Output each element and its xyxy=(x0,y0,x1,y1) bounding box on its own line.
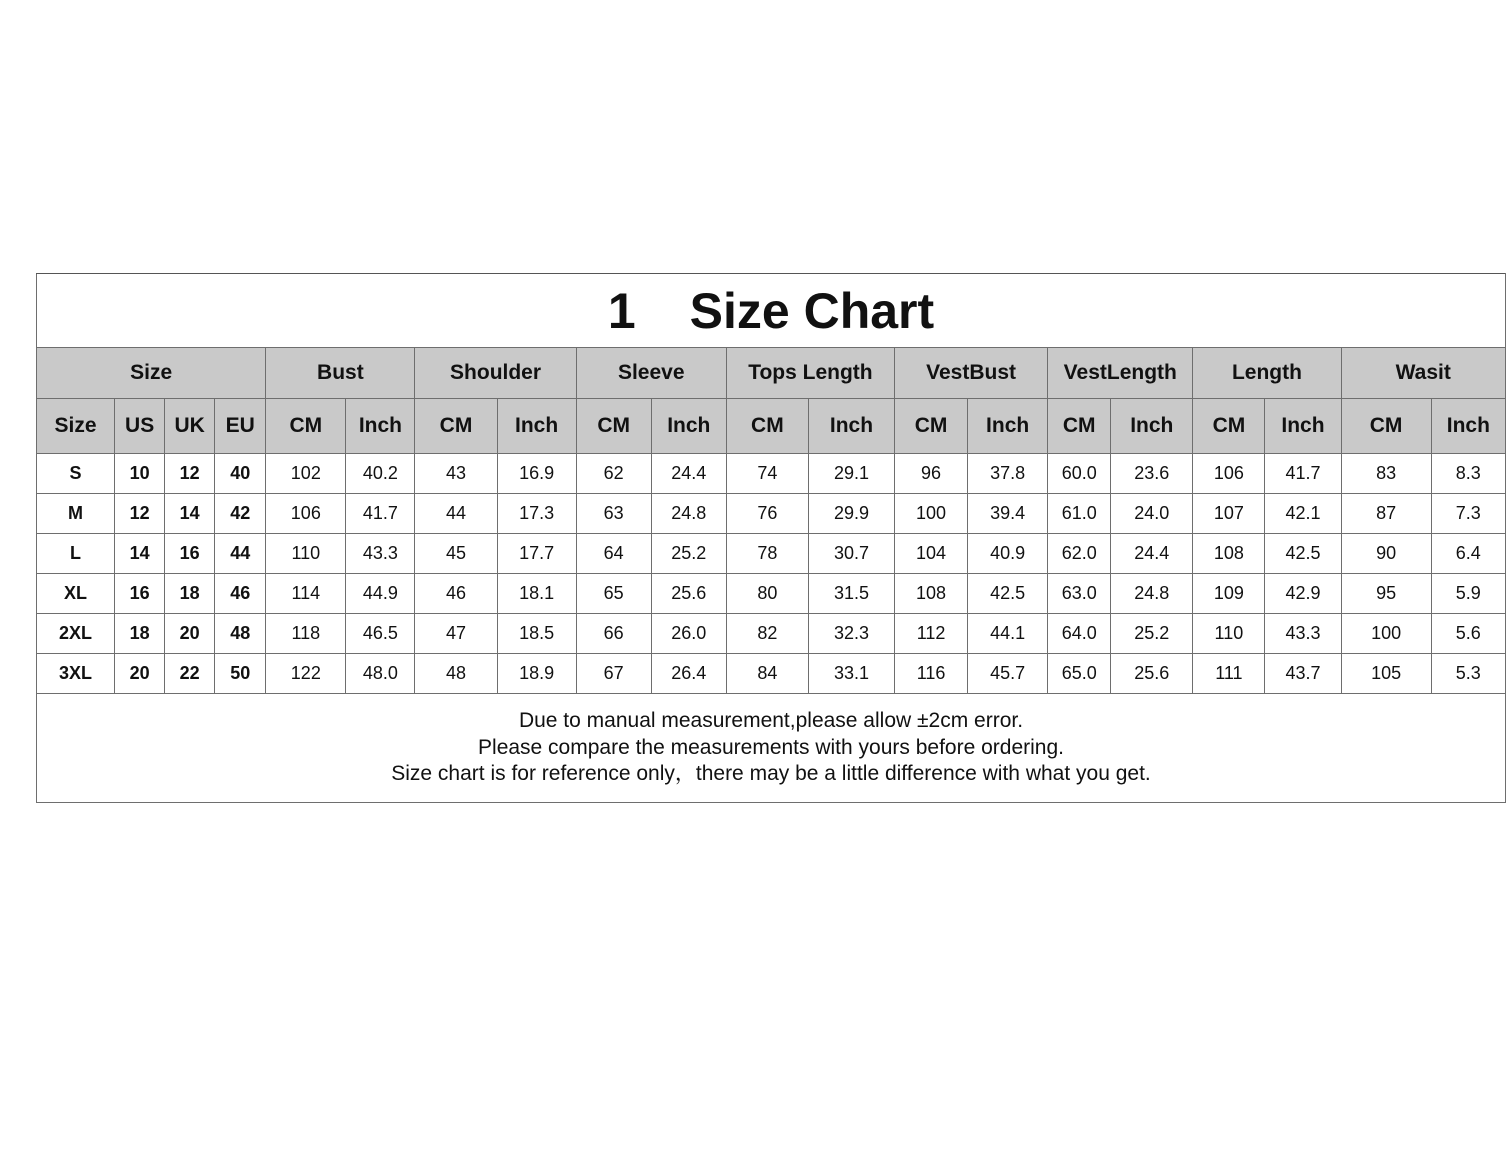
table-cell: 76 xyxy=(726,494,808,534)
table-cell: 83 xyxy=(1341,454,1431,494)
table-cell: 84 xyxy=(726,654,808,694)
table-cell: 44.9 xyxy=(346,574,415,614)
table-cell: 63.0 xyxy=(1048,574,1111,614)
unit-header: UK xyxy=(165,399,215,454)
unit-header: CM xyxy=(726,399,808,454)
table-cell: 44 xyxy=(215,534,266,574)
table-cell: 10 xyxy=(115,454,165,494)
table-row xyxy=(37,654,1506,694)
table-cell: 25.6 xyxy=(651,574,726,614)
unit-header: Inch xyxy=(651,399,726,454)
table-cell: 44.1 xyxy=(968,614,1048,654)
group-header: Wasit xyxy=(1341,348,1505,399)
table-cell: 37.8 xyxy=(968,454,1048,494)
table-cell: 62 xyxy=(576,454,651,494)
table-cell: 110 xyxy=(266,534,346,574)
table-cell: 42.5 xyxy=(1265,534,1341,574)
note-line-2: Please compare the measurements with yours before ordering. xyxy=(478,735,1064,759)
size-label-cell: 2XL xyxy=(37,614,115,654)
unit-header: Inch xyxy=(497,399,576,454)
table-cell: 118 xyxy=(266,614,346,654)
table-cell: 63 xyxy=(576,494,651,534)
unit-header: Inch xyxy=(1111,399,1193,454)
table-cell: 95 xyxy=(1341,574,1431,614)
table-cell: 109 xyxy=(1193,574,1265,614)
table-cell: 47 xyxy=(415,614,497,654)
table-cell: 122 xyxy=(266,654,346,694)
chart-title-text: Size Chart xyxy=(689,282,935,339)
table-cell: 100 xyxy=(895,494,968,534)
table-cell: 104 xyxy=(895,534,968,574)
table-cell: 46 xyxy=(215,574,266,614)
table-cell: 82 xyxy=(726,614,808,654)
table-cell: 24.8 xyxy=(651,494,726,534)
table-cell: 64.0 xyxy=(1048,614,1111,654)
table-cell: 108 xyxy=(895,574,968,614)
table-row xyxy=(37,534,1506,574)
table-cell: 60.0 xyxy=(1048,454,1111,494)
unit-header: Inch xyxy=(1265,399,1341,454)
size-label-cell: 3XL xyxy=(37,654,115,694)
table-cell: 42.9 xyxy=(1265,574,1341,614)
table-cell: 43.3 xyxy=(1265,614,1341,654)
table-cell: 111 xyxy=(1193,654,1265,694)
table-cell: 5.6 xyxy=(1431,614,1505,654)
table-cell: 16.9 xyxy=(497,454,576,494)
unit-header: CM xyxy=(1341,399,1431,454)
table-row xyxy=(37,494,1506,534)
table-cell: 46.5 xyxy=(346,614,415,654)
unit-header: US xyxy=(115,399,165,454)
size-label-cell: S xyxy=(37,454,115,494)
table-cell: 116 xyxy=(895,654,968,694)
note-line-3: Size chart is for reference only，there may be a little difference with what you get. xyxy=(391,762,1151,786)
unit-header: CM xyxy=(576,399,651,454)
unit-header: EU xyxy=(215,399,266,454)
table-cell: 42 xyxy=(215,494,266,534)
table-cell: 106 xyxy=(1193,454,1265,494)
table-row xyxy=(37,614,1506,654)
table-cell: 80 xyxy=(726,574,808,614)
table-cell: 12 xyxy=(165,454,215,494)
size-chart xyxy=(36,273,1506,803)
table-cell: 16 xyxy=(115,574,165,614)
size-label-cell: L xyxy=(37,534,115,574)
table-cell: 24.8 xyxy=(1111,574,1193,614)
table-cell: 26.4 xyxy=(651,654,726,694)
group-header: VestBust xyxy=(895,348,1048,399)
table-cell: 112 xyxy=(895,614,968,654)
table-cell: 6.4 xyxy=(1431,534,1505,574)
group-header: VestLength xyxy=(1048,348,1193,399)
table-cell: 40.2 xyxy=(346,454,415,494)
table-cell: 43 xyxy=(415,454,497,494)
table-cell: 24.0 xyxy=(1111,494,1193,534)
group-header: Sleeve xyxy=(576,348,726,399)
table-cell: 40 xyxy=(215,454,266,494)
unit-header: CM xyxy=(1048,399,1111,454)
table-cell: 33.1 xyxy=(808,654,894,694)
table-cell: 42.5 xyxy=(968,574,1048,614)
table-cell: 20 xyxy=(165,614,215,654)
table-cell: 18.5 xyxy=(497,614,576,654)
table-cell: 67 xyxy=(576,654,651,694)
table-cell: 96 xyxy=(895,454,968,494)
group-header: Length xyxy=(1193,348,1341,399)
group-header: Shoulder xyxy=(415,348,576,399)
table-cell: 25.2 xyxy=(1111,614,1193,654)
table-cell: 25.2 xyxy=(651,534,726,574)
table-row xyxy=(37,454,1506,494)
table-cell: 12 xyxy=(115,494,165,534)
unit-header: Inch xyxy=(1431,399,1505,454)
table-cell: 45 xyxy=(415,534,497,574)
table-cell: 105 xyxy=(1341,654,1431,694)
table-cell: 14 xyxy=(115,534,165,574)
group-header: Tops Length xyxy=(726,348,894,399)
table-cell: 7.3 xyxy=(1431,494,1505,534)
table-cell: 41.7 xyxy=(346,494,415,534)
table-cell: 18 xyxy=(115,614,165,654)
unit-header: CM xyxy=(1193,399,1265,454)
unit-header: CM xyxy=(415,399,497,454)
table-cell: 41.7 xyxy=(1265,454,1341,494)
group-header: Bust xyxy=(266,348,415,399)
table-cell: 29.9 xyxy=(808,494,894,534)
table-cell: 18 xyxy=(165,574,215,614)
table-cell: 22 xyxy=(165,654,215,694)
table-cell: 90 xyxy=(1341,534,1431,574)
table-cell: 25.6 xyxy=(1111,654,1193,694)
table-cell: 24.4 xyxy=(651,454,726,494)
unit-header: CM xyxy=(266,399,346,454)
unit-header: Inch xyxy=(346,399,415,454)
table-cell: 30.7 xyxy=(808,534,894,574)
table-cell: 16 xyxy=(165,534,215,574)
table-cell: 48 xyxy=(215,614,266,654)
table-cell: 114 xyxy=(266,574,346,614)
table-cell: 102 xyxy=(266,454,346,494)
unit-header: Inch xyxy=(968,399,1048,454)
table-cell: 61.0 xyxy=(1048,494,1111,534)
table-cell: 5.9 xyxy=(1431,574,1505,614)
table-cell: 100 xyxy=(1341,614,1431,654)
table-cell: 8.3 xyxy=(1431,454,1505,494)
table-cell: 39.4 xyxy=(968,494,1048,534)
table-row xyxy=(37,574,1506,614)
table-cell: 14 xyxy=(165,494,215,534)
note-line-1: Due to manual measurement,please allow ±2cm error. xyxy=(518,709,1024,733)
table-cell: 45.7 xyxy=(968,654,1048,694)
group-header: Size xyxy=(37,348,266,399)
table-cell: 17.7 xyxy=(497,534,576,574)
table-cell: 62.0 xyxy=(1048,534,1111,574)
table-cell: 46 xyxy=(415,574,497,614)
chart-title xyxy=(37,274,1506,348)
table-cell: 110 xyxy=(1193,614,1265,654)
table-cell: 24.4 xyxy=(1111,534,1193,574)
size-label-cell: M xyxy=(37,494,115,534)
group-header-row xyxy=(37,348,1506,399)
table-cell: 108 xyxy=(1193,534,1265,574)
table-cell: 32.3 xyxy=(808,614,894,654)
table-cell: 107 xyxy=(1193,494,1265,534)
table-cell: 18.9 xyxy=(497,654,576,694)
note-row xyxy=(37,694,1506,803)
table-cell: 20 xyxy=(115,654,165,694)
unit-header: CM xyxy=(895,399,968,454)
table-cell: 87 xyxy=(1341,494,1431,534)
chart-title-number: 1 xyxy=(607,282,636,339)
size-chart-table xyxy=(36,273,1506,803)
table-cell: 40.9 xyxy=(968,534,1048,574)
table-cell: 78 xyxy=(726,534,808,574)
table-cell: 74 xyxy=(726,454,808,494)
table-cell: 48.0 xyxy=(346,654,415,694)
unit-header-row xyxy=(37,399,1506,454)
table-cell: 66 xyxy=(576,614,651,654)
table-cell: 26.0 xyxy=(651,614,726,654)
table-cell: 106 xyxy=(266,494,346,534)
table-cell: 43.3 xyxy=(346,534,415,574)
unit-header: Size xyxy=(37,399,115,454)
table-cell: 65 xyxy=(576,574,651,614)
table-cell: 29.1 xyxy=(808,454,894,494)
table-cell: 17.3 xyxy=(497,494,576,534)
table-cell: 65.0 xyxy=(1048,654,1111,694)
table-cell: 48 xyxy=(415,654,497,694)
table-cell: 5.3 xyxy=(1431,654,1505,694)
disclaimer-notes xyxy=(37,694,1506,803)
table-cell: 42.1 xyxy=(1265,494,1341,534)
table-cell: 23.6 xyxy=(1111,454,1193,494)
table-cell: 31.5 xyxy=(808,574,894,614)
unit-header: Inch xyxy=(808,399,894,454)
size-label-cell: XL xyxy=(37,574,115,614)
table-cell: 43.7 xyxy=(1265,654,1341,694)
table-cell: 64 xyxy=(576,534,651,574)
table-cell: 44 xyxy=(415,494,497,534)
title-row xyxy=(37,274,1506,348)
table-cell: 18.1 xyxy=(497,574,576,614)
table-cell: 50 xyxy=(215,654,266,694)
